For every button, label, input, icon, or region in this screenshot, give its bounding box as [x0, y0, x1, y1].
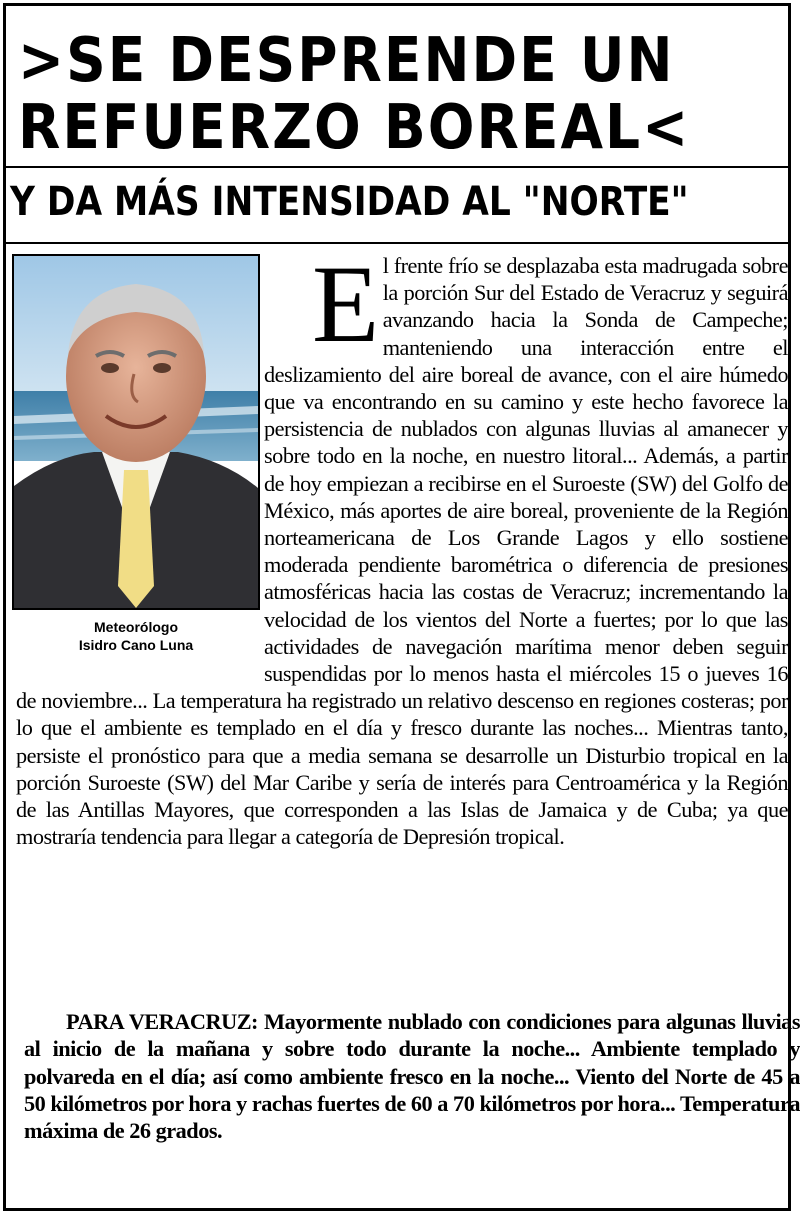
divider-bottom [6, 242, 788, 244]
drop-cap: E [312, 243, 379, 365]
article-text: l frente frío se desplazaba esta madrugada sobre la porción Sur del Estado de Veracruz y seguirá avanzando hacia la Sonda de Campeche; manteniendo una interacción entre el deslizamiento del aire boreal de avance, con el aire húmedo que va encontrando en su camino y este hecho favorece la persistencia de nublados con algunas lluvias al amanecer y sobre todo en la noche, en nuestro litoral... Además, a partir de hoy empiezan a recibirse en el Suroeste (SW) del Golfo de México, más aportes de aire boreal, proveniente de la Región norteamericana de Los Grande Lagos y ello sostiene moderada pendiente barométrica o diferencia de presiones atmosféricas hacia las costas de Veracruz; incrementando la velocidad de los vientos del Norte a fuertes; por lo que las actividades de navegación marítima menor deben seguir suspendidas por lo menos hasta el miércoles 15 o jueves 16 de noviembre... La temperatura ha registrado un relativo descenso en regiones costeras; por lo que el ambiente es templado en el día y fresco durante las noches... Mientras tanto, persiste el pronóstico para que a media semana se desarrolle un Disturbio tropical en la porción Suroeste (SW) del Mar Caribe y sería de interés para Centroamérica y la Región de las Antillas Mayores, que corresponden a las Islas de Jamaica y de Cuba; ya que mostraría tendencia para llegar a categoría de Depresión tropical. [16, 253, 788, 850]
caption-name: Isidro Cano Luna [78, 637, 194, 653]
subheadline: Y DA MÁS INTENSIDAD AL "NORTE" [10, 179, 689, 225]
headline-line-1: >SE DESPRENDE UN [18, 23, 675, 96]
headline [18, 23, 782, 163]
caption-role: Meteorólogo [94, 619, 178, 635]
divider-top [6, 166, 788, 168]
article-body [6, 243, 796, 850]
headline-line-2: REFUERZO BOREAL< [18, 90, 691, 163]
article-page [3, 3, 800, 1211]
photo-spacer [6, 252, 264, 672]
forecast-paragraph: PARA VERACRUZ: Mayormente nublado con condiciones para algunas lluvias al inicio de la mañana y sobre todo durante la noche... Ambiente templado y polvareda en el día; así como ambiente fresco en la noche... Viento del Norte de 45 a 50 kilómetros por hora y rachas fuertes de 60 a 70 kilómetros por hora... Temperatura máxima de 26 grados. [24, 1009, 800, 1144]
